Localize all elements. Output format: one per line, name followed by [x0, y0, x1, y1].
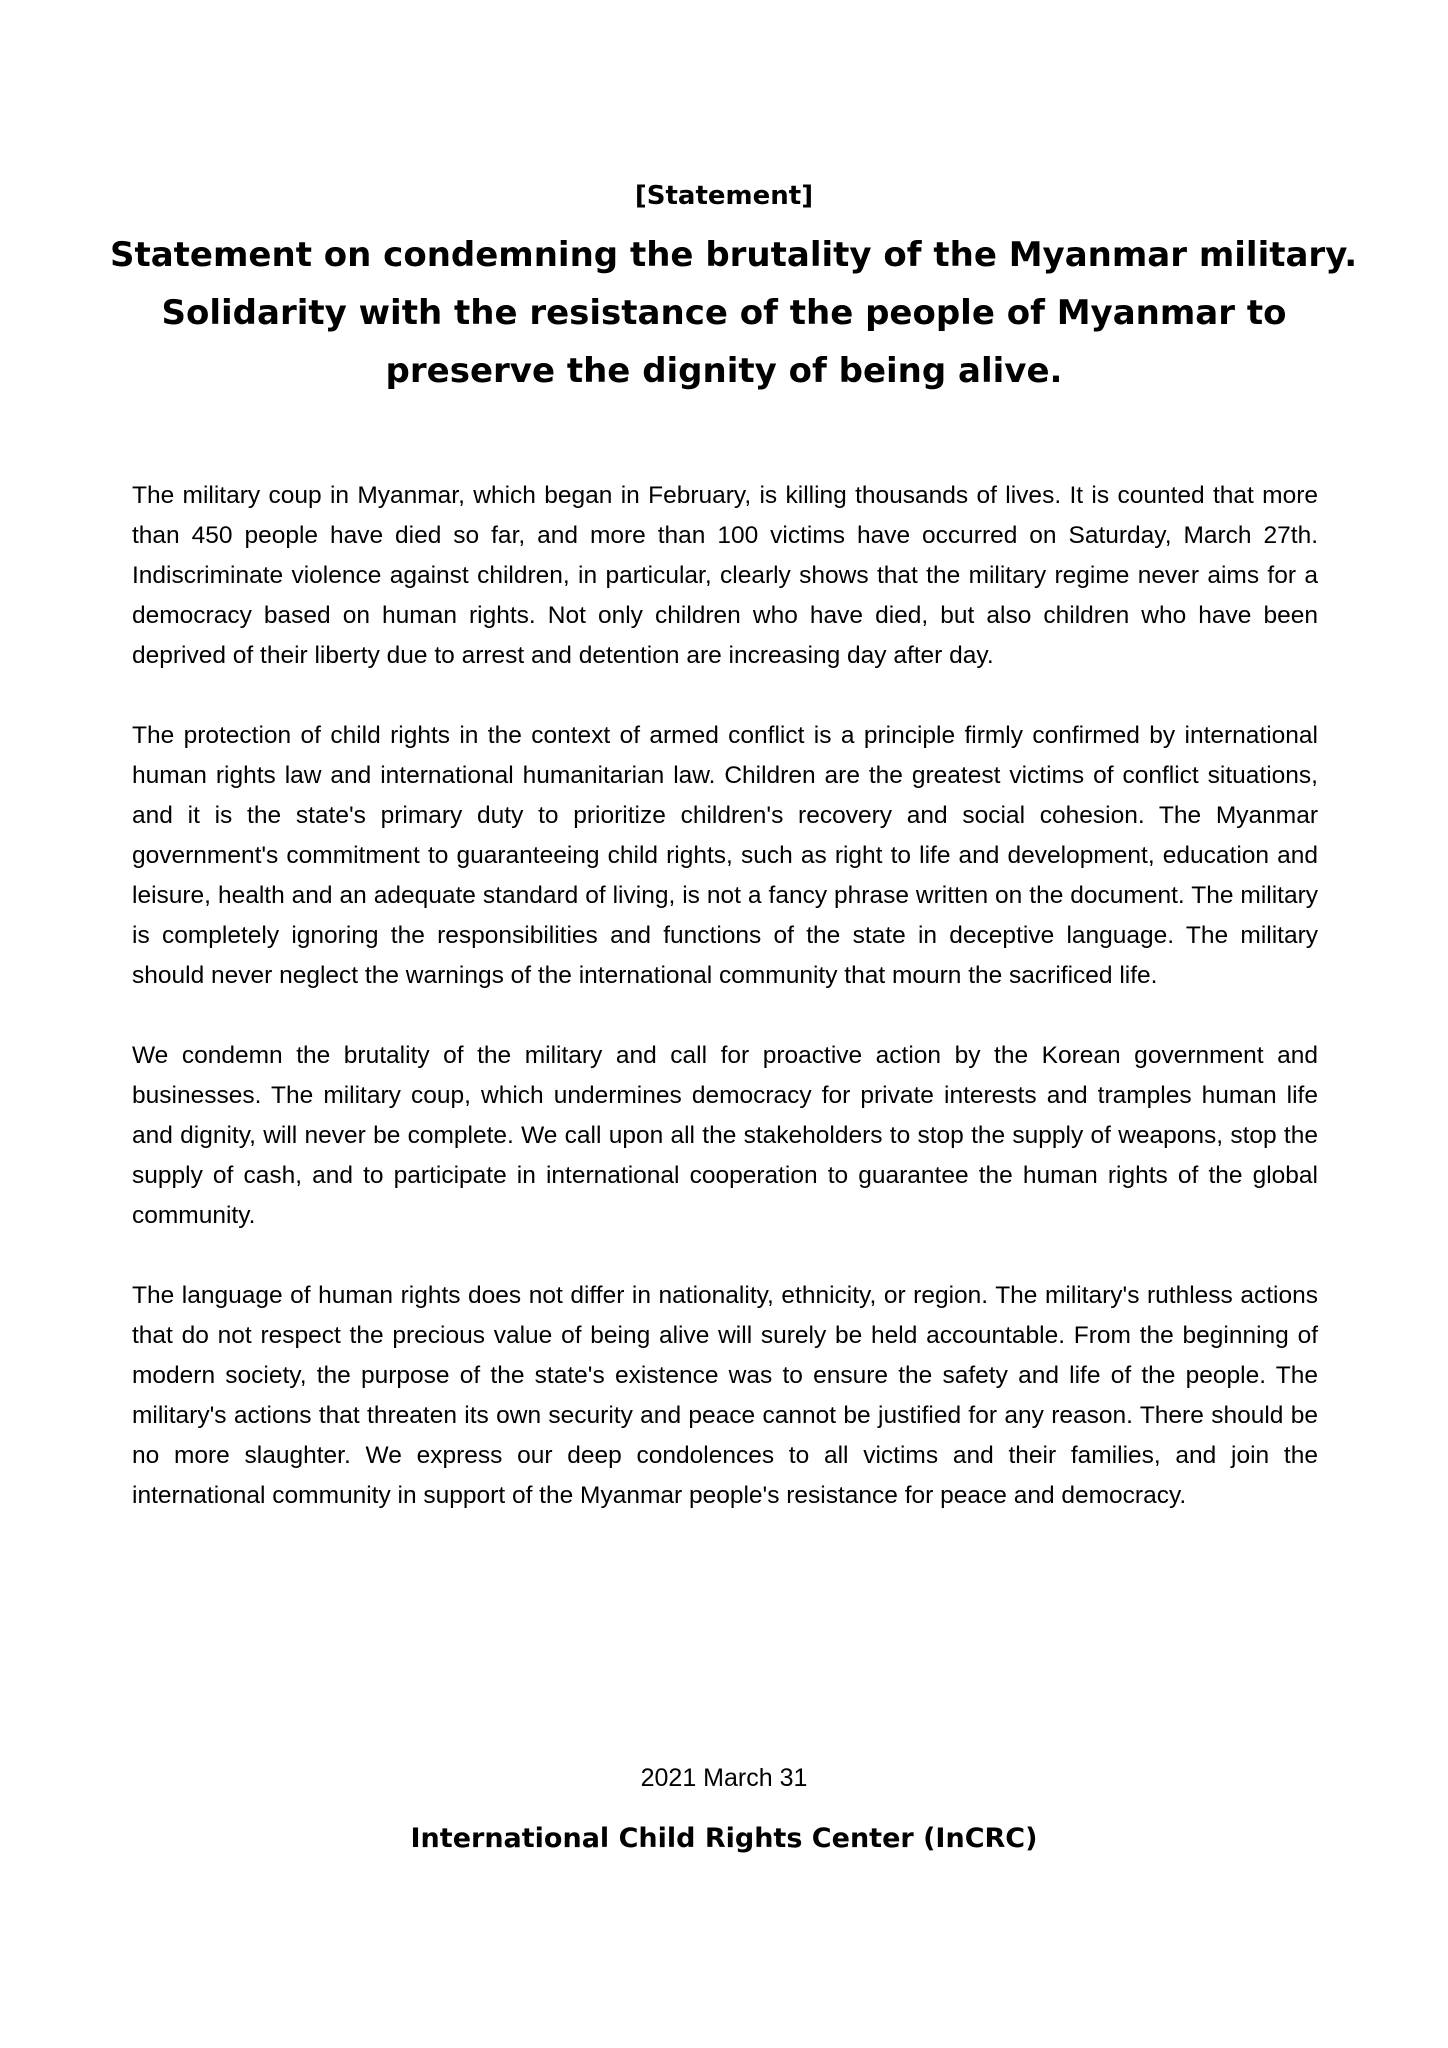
body-paragraph: The military coup in Myanmar, which began in February, is killing thousands of lives. It is counted that more than 450 people have died so far, and more than 100 victims have occurred on Saturday, March 27th. Indiscriminate violence against children, in particular, clearly shows that the military regime never aims for a democracy based on human rights. Not only children who have died, but also children who have been deprived of their liberty due to arrest and detention are increasing day after day. [132, 482, 1318, 669]
title-line: Statement on condemning the brutality of the Myanmar military. [110, 235, 1358, 275]
statement-title [110, 226, 1358, 400]
body-paragraph: We condemn the brutality of the military and call for proactive action by the Korean government and businesses. The military coup, which undermines democracy for private interests and tramples human life and dignity, will never be complete. We call upon all the stakeholders to stop the supply of weapons, stop the supply of cash, and to participate in international cooperation to guarantee the human rights of the global community. [132, 1042, 1318, 1229]
organization-name: International Child Rights Center (InCRC) [410, 1823, 1038, 1854]
title-line: preserve the dignity of being alive. [385, 351, 1063, 391]
body-paragraph: The protection of child rights in the context of armed conflict is a principle firmly confirmed by international human rights law and international humanitarian law. Children are the greatest victims of conflict situations, and it is the state's primary duty to prioritize children's recovery and social cohesion. The Myanmar government's commitment to guaranteeing child rights, such as right to life and development, education and leisure, health and an adequate standard of living, is not a fancy phrase written on the document. The military is completely ignoring the responsibilities and functions of the state in deceptive language. The military should never neglect the warnings of the international community that mourn the sacrificed life. [132, 722, 1318, 989]
statement-date: 2021 March 31 [640, 1764, 808, 1792]
body-paragraph: The language of human rights does not differ in nationality, ethnicity, or region. The military's ruthless actions that do not respect the precious value of being alive will surely be held accountable. From the beginning of modern society, the purpose of the state's existence was to ensure the safety and life of the people. The military's actions that threaten its own security and peace cannot be justified for any reason. There should be no more slaughter. We express our deep condolences to all victims and their families, and join the international community in support of the Myanmar people's resistance for peace and democracy. [132, 1282, 1318, 1509]
statement-label: [Statement] [634, 181, 814, 211]
statement-body [132, 476, 1318, 1556]
title-line: Solidarity with the resistance of the people of Myanmar to [161, 293, 1287, 333]
